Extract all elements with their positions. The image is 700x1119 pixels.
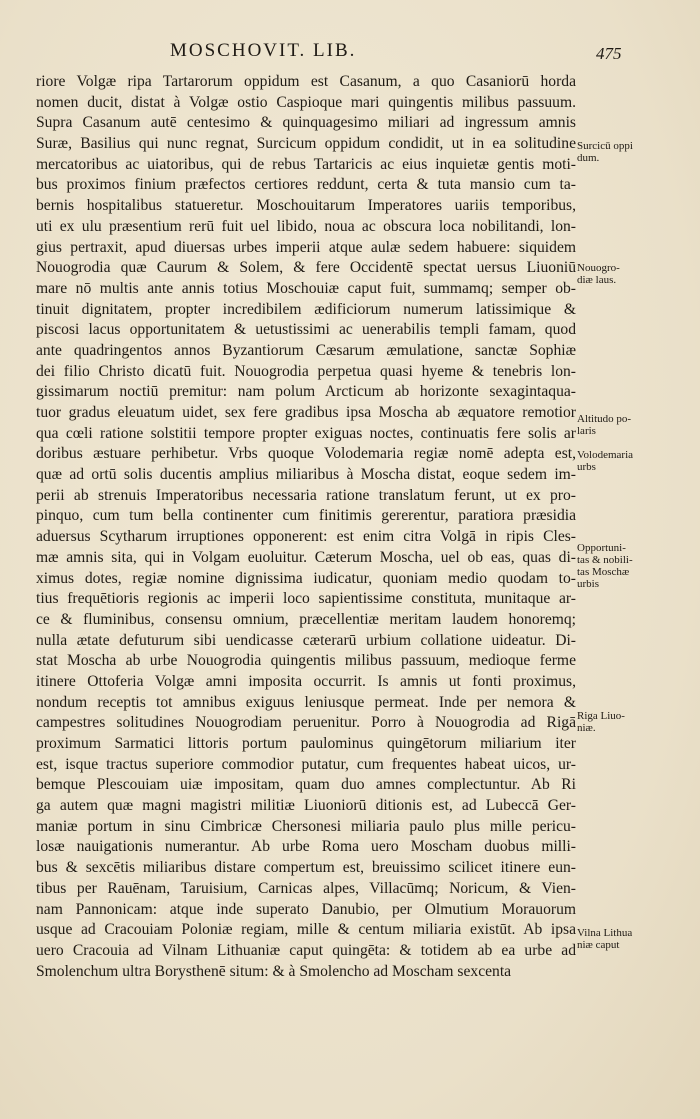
margin-note-line: urbs [577, 461, 596, 473]
text-line: piscosi lacus opportunitatem & uetustissimi ac uenerabilis templi famam, quod [36, 321, 576, 339]
text-line: Supra Casanum autē centesimo & quinquagesimo miliari ad ingressum amnis [36, 114, 576, 132]
text-line: tibus per Rauēnam, Taruisium, Carnicas alpes, Villacūmq; Noricum, & Vien- [36, 879, 576, 897]
margin-note-line: diæ laus. [577, 274, 617, 286]
text-line: uti ex ulu præsentium rerū fuit uel libido, noua ac obscura loca nobilitandi, lon- [36, 217, 576, 235]
margin-note-line: niæ caput [577, 939, 620, 951]
text-line: tius frequētioris regionis ac imperii loco sapientissime constituta, munitaque ar- [36, 590, 576, 608]
text-line: nondum receptis tot amnibus exiguus leniusque permeat. Inde per nemora & [36, 693, 576, 711]
margin-note-line: dum. [577, 152, 600, 164]
margin-note-line: Opportuni- [577, 542, 626, 554]
text-line: gissimarum noctiū premitur: nam polum Arcticum ab horizonte sexagintaqua- [36, 383, 576, 401]
margin-note-line: Altitudo po- [577, 413, 632, 425]
text-line: nam Pannonicam: atque inde superato Danubio, per Olmutium Morauorum [36, 900, 576, 918]
text-line: ante quadringentos annos Byzantiorum Cæsarum æmulatione, sanctæ Sophiæ [36, 341, 576, 359]
running-head: MOSCHOVIT. LIB. [170, 40, 357, 61]
margin-note-line: laris [577, 425, 596, 437]
text-line: perii ab strenuis Imperatoribus necessaria ratione translatum ferunt, ut ex pro- [36, 486, 576, 504]
margin-note-line: tas & nobili- [577, 554, 633, 566]
text-line: maniæ portum in sinu Cimbricæ Chersonesi miliaria paulo plus mille pericu- [36, 817, 576, 835]
page-number: 475 [596, 44, 622, 63]
text-line: pinquo, cum tum bella continenter cum finitimis gererentur, paratiora præsidia [36, 507, 576, 525]
text-line: aduersus Scytharum irruptiones opponerent: est enim citra Volgā in ripis Cles- [36, 528, 576, 546]
text-line: nomen ducit, distat à Volgæ ostio Caspioque mari quingentis milibus passuum. [36, 93, 576, 111]
margin-note-line: Vilna Lithua [577, 927, 633, 939]
text-line: quæ ad ortū solis ducentis amplius miliaribus à Moscha distat, eoque sedem im- [36, 466, 576, 484]
text-line: mæ amnis sita, qui in Volgam euoluitur. Cæterum Moscha, uel ob eas, quas di- [36, 548, 576, 566]
text-line: ga autem quæ magni magistri militiæ Liuoniorū ditionis est, ad Lubeccā Ger- [36, 797, 576, 815]
text-line: est, isque tractus superiore commodior putatur, cum frequentes habeat uicos, ur- [36, 755, 576, 773]
text-line: Nouogrodia quæ Caurum & Solem, & fere Occidentē spectat uersus Liuoniū [36, 259, 576, 277]
text-line: Smolenchum ultra Borysthenē situm: & à Smolencho ad Moscham sexcenta [36, 962, 512, 980]
text-line: stat Moscha ab urbe Nouogrodia quingentis milibus passuum, medioque ferme [36, 652, 576, 670]
text-line: tinuit dignitatem, propter incredibilem ædificiorum numerum latissimique & [36, 300, 576, 318]
text-line: proximum Sarmatici littoris portum paulominus quingētorum miliarium iter [36, 735, 576, 752]
text-line: mare nō multis ante annis totius Moschouiæ caput fuit, summamq; semper ob- [36, 279, 576, 297]
text-line: Suræ, Basilius qui nunc regnat, Surcicum oppidum condidit, ut in ea solitudine [36, 135, 576, 153]
text-line: gius pertraxit, apud diuersas urbes imperii atque aulæ sedem habuere: siquidem [36, 238, 576, 256]
text-line: bemque Plescouiam uiæ impositam, quam duo amnes complectuntur. Ab Ri [36, 776, 576, 794]
margin-note [577, 710, 657, 734]
text-line: usque ad Cracouiam Poloniæ regiam, mille & centum miliaria existūt. Ab ipsa [36, 921, 576, 939]
text-line: bus proximos finium præfectos certiores reddunt, certa & tuta mansio cum ta- [36, 176, 576, 194]
text-line: mercatoribus ac uiatoribus, qui de rebus Tartaricis ac eius inquietæ gentis moti- [36, 155, 576, 173]
margin-note-line: Volodemaria [577, 449, 634, 461]
text-line: ce & fluminibus, consensu omnium, præcellentiæ meritam laudem honoremq; [36, 610, 576, 628]
margin-note [577, 413, 657, 437]
margin-note-line: niæ. [577, 722, 596, 734]
text-line: doribus æstuare perhibetur. Vrbs quoque Volodemaria regiæ nomē adepta est, [36, 445, 576, 463]
body-text [36, 72, 576, 982]
margin-note-line: urbis [577, 578, 599, 590]
text-line: losæ nauigationis numerantur. Ab urbe Roma uero Moscham duobus milli- [36, 838, 576, 856]
text-line: nulla ætate defuturum sibi uendicasse cæterarū urbium collatione uideatur. Di- [36, 631, 576, 649]
margin-note-line: tas Moschæ [577, 566, 630, 578]
margin-note [577, 449, 657, 473]
text-line: itinere Ottoferia Volgæ amni imposita occurrit. Is amnis ut fonti proximus, [36, 672, 576, 690]
margin-note-line: Surcicū oppi [577, 140, 633, 152]
text-line: riore Volgæ ripa Tartarorum oppidum est Casanum, a quo Casaniorū horda [36, 73, 576, 90]
margin-note-line: Nouogro- [577, 262, 620, 274]
text-line: campestres solitudines Nouogrodiam peruenitur. Porro à Nouogrodia ad Rigā [36, 714, 576, 732]
text-line: dei filio Christo dicatū fuit. Nouogrodia perpetua quasi hyeme & tenebris lon- [36, 362, 576, 380]
text-line: bus & sexcētis miliaribus distare compertum est, breuissimo scilicet itinere eun- [36, 859, 576, 877]
text-line: qua cœli ratione solstitii tempore propter exiguas noctes, continuatis fere solis ar [36, 424, 576, 442]
margin-note [577, 140, 657, 164]
margin-note [577, 262, 657, 286]
text-line: uero Cracouia ad Vilnam Lithuaniæ caput quingēta: & totidem ab ea urbe ad [36, 941, 576, 959]
margin-note [577, 927, 657, 951]
text-line: bernis hospitalibus statueretur. Moschouitarum Imperatores uariis temporibus, [36, 197, 576, 215]
margin-note [577, 542, 657, 590]
text-line: tuor gradus eleuatum uidet, sex fere gradibus ipsa Moscha ab æquatore remotior [36, 404, 576, 421]
margin-note-line: Riga Liuo- [577, 710, 625, 722]
text-line: ximus dotes, regiæ nomine dignissima iudicatur, quoniam medio quodam to- [36, 569, 576, 587]
